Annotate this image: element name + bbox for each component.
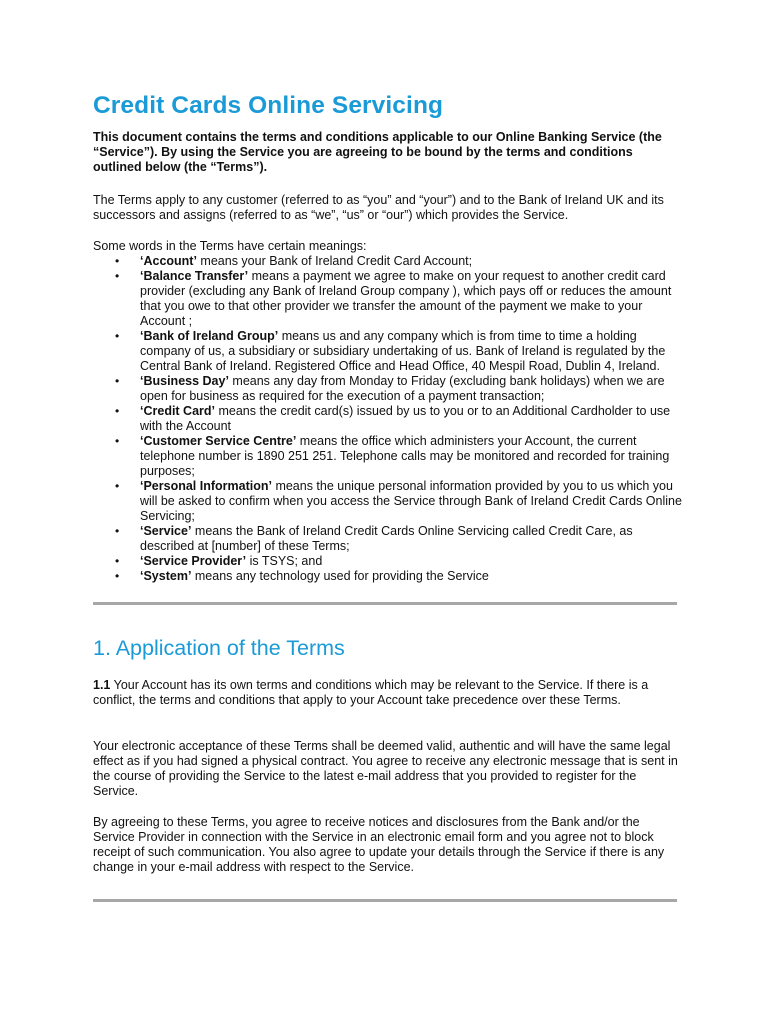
definition-item (93, 269, 683, 329)
definition-item (93, 554, 683, 569)
section-divider (93, 899, 677, 902)
definition-text: is TSYS; and (246, 554, 323, 568)
bullet-icon: • (115, 254, 120, 268)
clause-number: 1.1 (93, 678, 111, 692)
definition-term: ‘System’ (140, 569, 192, 583)
bullet-icon: • (115, 434, 120, 448)
definition-item (93, 374, 683, 404)
definition-item (93, 404, 683, 434)
definition-item (93, 329, 683, 374)
intro-paragraph: This document contains the terms and conditions applicable to our Online Banking Service (the “Service”). By using the Service you are agreeing to be bound by the terms and conditions outlined below (the “Terms”). (93, 130, 662, 174)
definition-text: means any technology used for providing the Service (191, 569, 489, 583)
definition-text: means a payment we agree to make on your request to another credit card provider (excluding any Bank of Ireland Group company ), which pays off or reduces the amount that you owe to that other provider we transfer the amount of the payment we make to your Account ; (140, 269, 672, 328)
definition-term: ‘Balance Transfer’ (140, 269, 249, 283)
electronic-acceptance-paragraph: Your electronic acceptance of these Terms shall be deemed valid, authentic and will have the same legal effect as if you had signed a physical contract. You agree to receive any electronic message that is sent in the course of providing the Service to the latest e-mail address that you provided to register for the Service. (93, 739, 678, 798)
terms-apply-paragraph: The Terms apply to any customer (referred to as “you” and “your”) and to the Bank of Ireland UK and its successors and assigns (referred to as “we”, “us” or “our”) which provides the Service. (93, 193, 664, 222)
bullet-icon: • (115, 569, 120, 583)
definition-text: means the Bank of Ireland Credit Cards Online Servicing called Credit Care, as described at [number] of these Terms; (140, 524, 633, 553)
bullet-icon: • (115, 329, 120, 343)
definition-item (93, 434, 683, 479)
bullet-icon: • (115, 524, 120, 538)
definition-term: ‘Customer Service Centre’ (140, 434, 297, 448)
definition-item (93, 254, 683, 269)
definition-item (93, 479, 683, 524)
clause-1-1 (93, 678, 683, 708)
definition-term: ‘Personal Information’ (140, 479, 272, 493)
bullet-icon: • (115, 269, 120, 283)
definition-text: means any day from Monday to Friday (excluding bank holidays) when we are open for business as required for the execution of a payment transaction; (140, 374, 665, 403)
definition-text: means the office which administers your Account, the current telephone number is 1890 251 251. Telephone calls may be monitored and recorded for training purposes; (140, 434, 670, 478)
definition-item (93, 569, 683, 584)
definition-text: means the credit card(s) issued by us to you or to an Additional Cardholder to use with the Account (140, 404, 671, 433)
definitions-list (93, 254, 683, 584)
definition-text: means your Bank of Ireland Credit Card Account; (196, 254, 473, 268)
notices-agreement-paragraph: By agreeing to these Terms, you agree to receive notices and disclosures from the Bank and/or the Service Provider in connection with the Service in an electronic email form and you agree not to block receipt of such communication. You also agree to update your details through the Service if there is any change in your e-mail address with respect to the Service. (93, 815, 665, 874)
definition-term: ‘Bank of Ireland Group’ (140, 329, 279, 343)
bullet-icon: • (115, 404, 120, 418)
definition-term: ‘Business Day’ (140, 374, 229, 388)
clause-text: Your Account has its own terms and conditions which may be relevant to the Service. If there is a conflict, the terms and conditions that apply to your Account take precedence over these Terms. (93, 678, 649, 707)
definition-item (93, 524, 683, 554)
section-heading: 1. Application of the Terms (93, 636, 345, 660)
definition-text: means us and any company which is from time to time a holding company of us, a subsidiary or subsidiary undertaking of us. Bank of Ireland is regulated by the Central Bank of Ireland. Registered Office and Head Office, 40 Mespil Road, Dublin 4, Ireland. (140, 329, 666, 373)
definition-term: ‘Account’ (140, 254, 197, 268)
bullet-icon: • (115, 479, 120, 493)
section-divider (93, 602, 677, 605)
bullet-icon: • (115, 374, 120, 388)
definition-term: ‘Service’ (140, 524, 192, 538)
definition-term: ‘Credit Card’ (140, 404, 216, 418)
bullet-icon: • (115, 554, 120, 568)
definition-term: ‘Service Provider’ (140, 554, 247, 568)
definition-text: means the unique personal information provided by you to us which you will be asked to confirm when you access the Service through Bank of Ireland Credit Cards Online Servicing; (140, 479, 682, 523)
page-title: Credit Cards Online Servicing (93, 92, 444, 119)
definitions-intro: Some words in the Terms have certain meanings: (93, 239, 367, 253)
